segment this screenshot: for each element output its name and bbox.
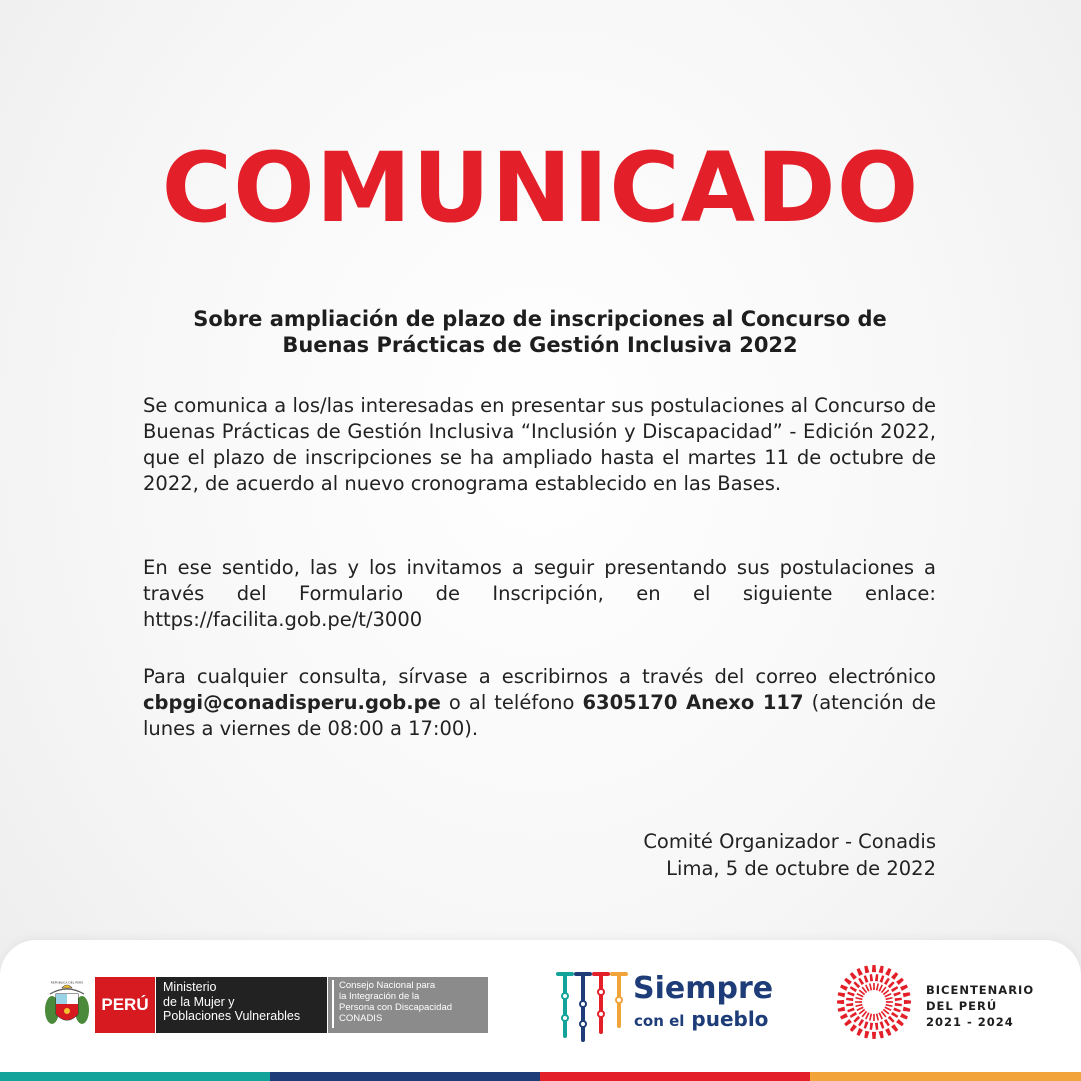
paragraph-announcement: Se comunica a los/las interesadas en presentar sus postulaciones al Concurso de Buenas Prácticas de Gestión Inclusiva “Inclusión y Discapacidad” - Edición 2022, que el plazo de inscripciones se ha ampliado hasta el martes 11 de octubre de 2022, de acuerdo al nuevo cronograma establecido en las Bases. bbox=[143, 394, 936, 495]
color-stripe bbox=[0, 1072, 1081, 1081]
sunburst-ray bbox=[855, 1004, 862, 1007]
sunburst-ray bbox=[891, 1024, 898, 1032]
subtitle bbox=[140, 306, 940, 358]
sunburst-ray bbox=[858, 1019, 864, 1026]
sunburst-ray bbox=[864, 975, 869, 983]
shield-caption: REPÚBLICA DEL PERÚ bbox=[50, 980, 84, 985]
bicentenario-line-3: 2021 - 2024 bbox=[926, 1015, 1014, 1029]
sunburst-ray bbox=[853, 981, 860, 988]
sunburst-ray bbox=[847, 992, 855, 997]
sunburst-ray bbox=[893, 992, 901, 997]
sunburst-ray bbox=[850, 972, 857, 980]
sunburst-ray bbox=[876, 983, 879, 990]
sunburst-ray bbox=[872, 965, 876, 972]
con-el-text: con el bbox=[634, 1012, 685, 1030]
sunburst-ray bbox=[837, 1000, 844, 1004]
sunburst-ray bbox=[888, 1016, 895, 1023]
bicentenario-sunburst-icon bbox=[834, 962, 914, 1042]
siempre-text: Siempre bbox=[633, 971, 774, 1006]
sunburst-ray bbox=[885, 1004, 892, 1007]
sunburst-ray bbox=[879, 966, 884, 974]
sunburst-ray bbox=[840, 985, 848, 991]
sunburst-ray bbox=[884, 978, 890, 985]
sunburst-ray bbox=[895, 1003, 902, 1006]
sunburst-ray bbox=[864, 1031, 869, 1039]
sunburst-ray bbox=[869, 1013, 872, 1020]
sunburst-ray bbox=[850, 986, 857, 992]
sunburst-ray bbox=[869, 983, 872, 990]
sunburst-ray bbox=[873, 1014, 875, 1021]
peru-logo: PERÚ bbox=[95, 977, 155, 1033]
sunburst-ray bbox=[844, 978, 852, 985]
ministry-line-3: Poblaciones Vulnerables bbox=[163, 1009, 301, 1023]
sunburst-ray bbox=[855, 1001, 862, 1003]
conadis-line-1: Consejo Nacional para bbox=[339, 980, 436, 991]
contact-text-1: Para cualquier consulta, sírvase a escribirnos a través del correo electrónico bbox=[143, 665, 936, 688]
sunburst-ray bbox=[847, 1008, 855, 1013]
con-el-pueblo-text bbox=[634, 1006, 768, 1034]
subtitle-line-2: Buenas Prácticas de Gestión Inclusiva 2022 bbox=[282, 333, 798, 357]
sunburst-ray bbox=[876, 1013, 879, 1020]
sunburst-ray bbox=[903, 1007, 911, 1012]
coat-of-arms-icon bbox=[42, 980, 92, 1036]
sunburst-ray bbox=[875, 1023, 878, 1030]
bicentenario-text bbox=[926, 982, 1034, 1030]
sunburst-ray bbox=[864, 966, 869, 974]
sunburst-ray bbox=[903, 992, 911, 997]
sunburst-ray bbox=[850, 1012, 857, 1018]
sunburst-ray bbox=[904, 1000, 911, 1004]
sunburst-ray bbox=[846, 998, 853, 1001]
sunburst-ray bbox=[838, 1007, 846, 1012]
sunburst-ray bbox=[864, 1021, 869, 1029]
sunburst-ray bbox=[855, 997, 862, 1000]
sunburst-ray bbox=[900, 1013, 908, 1019]
conadis-logo bbox=[328, 977, 488, 1033]
contact-text-3: (atención de lunes a viernes de 08:00 a 17:00). bbox=[143, 691, 936, 740]
pueblo-text: pueblo bbox=[691, 1007, 769, 1031]
siempre-con-el-pueblo-icon bbox=[552, 966, 628, 1046]
sunburst-ray bbox=[885, 997, 892, 1000]
paragraph-contact bbox=[143, 664, 936, 742]
ministry-logo bbox=[156, 977, 327, 1033]
sunburst-ray bbox=[880, 975, 885, 983]
ministry-line-2: de la Mujer y bbox=[163, 994, 235, 1009]
sunburst-ray bbox=[870, 974, 873, 981]
sunburst-ray bbox=[896, 1019, 904, 1026]
sunburst-ray bbox=[891, 1012, 898, 1018]
subtitle-line-1: Sobre ampliación de plazo de inscripciones al Concurso de bbox=[193, 307, 887, 331]
sunburst-ray bbox=[879, 1031, 884, 1039]
stripe-segment-teal bbox=[0, 1072, 270, 1081]
contact-phone: 6305170 Anexo 117 bbox=[582, 691, 804, 714]
signature-line-1: Comité Organizador - Conadis bbox=[643, 830, 936, 853]
sunburst-ray bbox=[873, 983, 875, 990]
conadis-line-4: CONADIS bbox=[339, 1013, 383, 1024]
sunburst-ray bbox=[875, 974, 878, 981]
stripe-segment-blue bbox=[270, 1072, 540, 1081]
bicentenario-line-1: BICENTENARIO bbox=[926, 983, 1035, 997]
signature bbox=[643, 828, 936, 882]
sunburst-ray bbox=[857, 968, 863, 976]
stripe-segment-orange bbox=[810, 1072, 1081, 1081]
ministry-line-1: Ministerio bbox=[163, 980, 217, 994]
page-title: COMUNICADO bbox=[161, 132, 920, 244]
contact-email: cbpgi@conadisperu.gob.pe bbox=[143, 691, 441, 714]
signature-line-2: Lima, 5 de octubre de 2022 bbox=[666, 857, 936, 880]
sunburst-ray bbox=[900, 985, 908, 991]
sunburst-ray bbox=[844, 1019, 852, 1026]
sunburst-ray bbox=[858, 978, 864, 985]
sunburst-ray bbox=[850, 1024, 857, 1032]
sunburst-ray bbox=[840, 1013, 848, 1019]
sunburst-ray bbox=[872, 1032, 876, 1039]
sunburst-ray bbox=[885, 968, 891, 976]
bicentenario-line-2: DEL PERÚ bbox=[926, 999, 998, 1013]
contact-text-2: o al teléfono bbox=[440, 691, 583, 714]
footer-logos bbox=[0, 940, 1081, 1081]
sunburst-ray bbox=[880, 1021, 885, 1029]
sunburst-ray bbox=[896, 978, 904, 985]
sunburst-ray bbox=[888, 981, 895, 988]
sunburst-ray bbox=[870, 1023, 873, 1030]
paragraph-invitation: En ese sentido, las y los invitamos a seguir presentando sus postulaciones a través del Formulario de Inscripción, en el siguiente enlace: https://facilita.gob.pe/t/3000 bbox=[143, 556, 936, 631]
sunburst-ray bbox=[838, 992, 846, 997]
sunburst-ray bbox=[857, 1028, 863, 1036]
sunburst-ray bbox=[884, 1019, 890, 1026]
sunburst-ray bbox=[891, 986, 898, 992]
sunburst-ray bbox=[895, 998, 902, 1001]
sunburst-ray bbox=[853, 1016, 860, 1023]
conadis-line-3: Persona con Discapacidad bbox=[339, 1002, 453, 1013]
stripe-segment-red bbox=[540, 1072, 810, 1081]
sunburst-ray bbox=[885, 1028, 891, 1036]
sunburst-ray bbox=[886, 1001, 893, 1003]
sunburst-ray bbox=[846, 1003, 853, 1006]
conadis-line-2: la Integración de la bbox=[339, 991, 420, 1002]
sunburst-ray bbox=[893, 1008, 901, 1013]
sunburst-ray bbox=[891, 972, 898, 980]
